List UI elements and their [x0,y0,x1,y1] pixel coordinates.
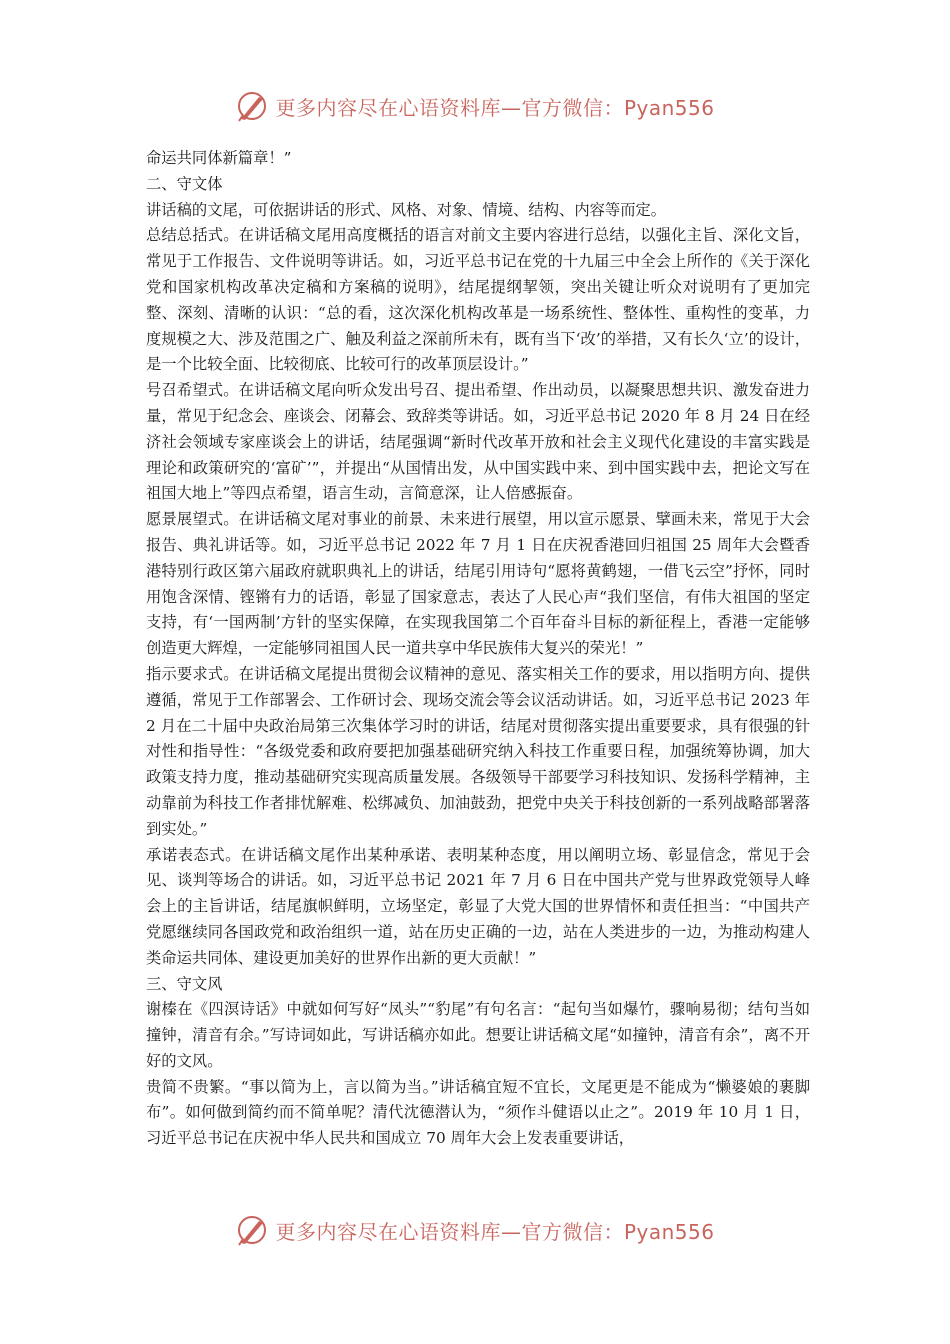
paragraph: 谢榛在《四溟诗话》中就如何写好“凤头”“豹尾”有句名言：“起句当如爆竹，骤响易彻；结句当如撞钟，清音有余。”写诗词如此，写讲话稿亦如此。想要让讲话稿文尾“如撞钟，清音有余”，离不开好的文风。 [146,1000,810,1070]
paragraph: 承诺表态式。在讲话稿文尾作出某种承诺、表明某种态度，用以阐明立场、彰显信念，常见于会见、谈判等场合的讲话。如，习近平总书记 2021 年 7 月 6 日在中国共产党与世界政党领导人峰会上的主旨讲话，结尾旗帜鲜明，立场坚定，彰显了大党大国的世界情怀和责任担当：“中国共产党愿继续同各国政党和政治组织一道，站在历史正确的一边，站在人类进步的一边，为推动构建人类命运共同体、建设更加美好的世界作出新的更大贡献！” [146,845,810,967]
pen-quill-icon [235,1213,269,1247]
footer-banner [0,1208,950,1252]
section-heading: 二、守文体 [146,174,223,193]
footer-banner-text: 更多内容尽在心语资料库—官方微信：Pyan556 [275,1219,715,1244]
paragraph: 愿景展望式。在讲话稿文尾对事业的前景、未来进行展望，用以宣示愿景、擘画未来，常见于大会报告、典礼讲话等。如，习近平总书记 2022 年 7 月 1 日在庆祝香港回归祖国 25 周年大会暨香港特别行政区第六届政府就职典礼上的讲话，结尾引用诗句“愿将黄鹤翅，一借飞云空”抒怀，同时用饱含深情、铿锵有力的话语，彰显了国家意志，表达了人民心声“我们坚信，有伟大祖国的坚定支持，有‘一国两制’方针的坚实保障，在实现我国第二个百年奋斗目标的新征程上，香港一定能够创造更大辉煌，一定能够同祖国人民一道共享中华民族伟大复兴的荣光！” [146,510,810,658]
paragraph: 总结总括式。在讲话稿文尾用高度概括的语言对前文主要内容进行总结，以强化主旨、深化文旨，常见于工作报告、文件说明等讲话。如，习近平总书记在党的十九届三中全会上所作的《关于深化党和国家机构改革决定稿和方案稿的说明》，结尾提纲挈领，突出关键让听众对说明有了更加完整、深刻、清晰的认识：“总的看，这次深化机构改革是一场系统性、整体性、重构性的变革，力度规模之大、涉及范围之广、触及利益之深前所未有，既有当下‘改’的举措，又有长久‘立’的设计，是一个比较全面、比较彻底、比较可行的改革顶层设计。” [146,226,810,374]
header-banner-text: 更多内容尽在心语资料库—官方微信：Pyan556 [275,95,715,120]
document-body [146,146,810,1152]
paragraph: 命运共同体新篇章！” [146,149,292,167]
paragraph: 讲话稿的文尾，可依据讲话的形式、风格、对象、情境、结构、内容等而定。 [146,200,667,219]
paragraph: 贵简不贵繁。“事以简为上，言以简为当。”讲话稿宜短不宜长，文尾更是不能成为“懒婆娘的裹脚布”。如何做到简约而不简单呢？清代沈德潜认为，“须作斗健语以止之”。2019 年 10 月 1 日，习近平总书记在庆祝中华人民共和国成立 70 周年大会上发表重要讲话， [146,1077,810,1148]
header-banner [0,84,950,128]
paragraph: 指示要求式。在讲话稿文尾提出贯彻会议精神的意见、落实相关工作的要求，用以指明方向、提供遵循，常见于工作部署会、工作研讨会、现场交流会等会议活动讲话。如，习近平总书记 2023 年 2 月在二十届中央政治局第三次集体学习时的讲话，结尾对贯彻落实提出重要要求，具有很强的针对性和指导性：“各级党委和政府要把加强基础研究纳入科技工作重要日程，加强统筹协调，加大政策支持力度，推动基础研究实现高质量发展。各级领导干部要学习科技知识、发扬科学精神，主动靠前为科技工作者排忧解难、松绑减负、加油鼓劲，把党中央关于科技创新的一系列战略部署落到实处。” [146,664,810,838]
paragraph: 号召希望式。在讲话稿文尾向听众发出号召、提出希望、作出动员，以凝聚思想共识、激发奋进力量，常见于纪念会、座谈会、闭幕会、致辞类等讲话。如，习近平总书记 2020 年 8 月 24 日在经济社会领域专家座谈会上的讲话，结尾强调“新时代改革开放和社会主义现代化建设的丰富实践是理论和政策研究的‘富矿’”，并提出“从国情出发，从中国实践中来、到中国实践中去，把论文写在祖国大地上”等四点希望，语言生动，言简意深，让人倍感振奋。 [146,381,810,503]
section-heading: 三、守文风 [146,974,223,993]
pen-quill-icon [235,89,269,123]
